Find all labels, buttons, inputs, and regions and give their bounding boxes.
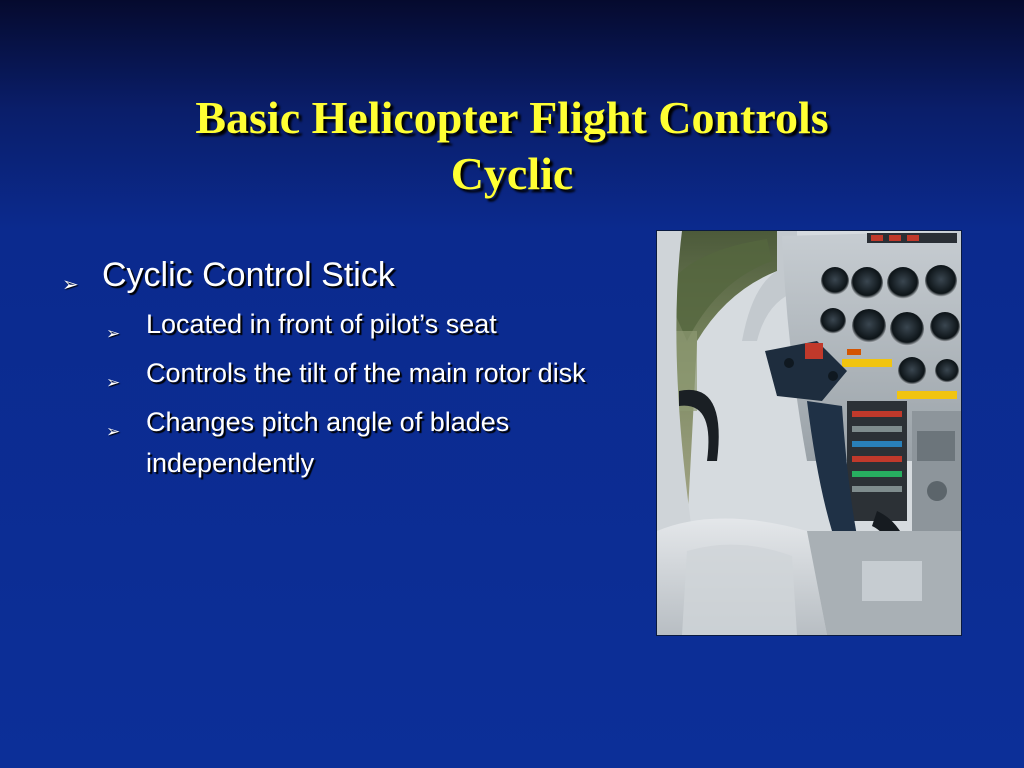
bullet-list [62,254,586,492]
cockpit-photo [656,230,962,636]
sub-bullet-list [62,304,586,484]
cockpit-image [657,231,961,635]
sub-bullet-text: Controls the tilt of the main rotor disk [146,358,586,388]
bullet-item [62,254,582,296]
arrowhead-bullet-icon: ➢ [62,274,79,296]
title-line-2: Cyclic [450,148,574,199]
arrowhead-bullet-icon: ➢ [106,373,121,392]
sub-bullet-item [106,304,586,345]
title-line-1: Basic Helicopter Flight Controls [195,92,829,143]
sub-bullet-text: Located in front of pilot’s seat [146,309,497,339]
slide-title [0,90,1024,202]
sub-bullet-item [106,402,586,484]
sub-bullet-item [106,353,586,394]
bullet-text: Cyclic Control Stick [102,256,395,294]
sub-bullet-text: Changes pitch angle of blades independently [146,407,510,478]
arrowhead-bullet-icon: ➢ [106,324,121,343]
arrowhead-bullet-icon: ➢ [106,422,121,441]
